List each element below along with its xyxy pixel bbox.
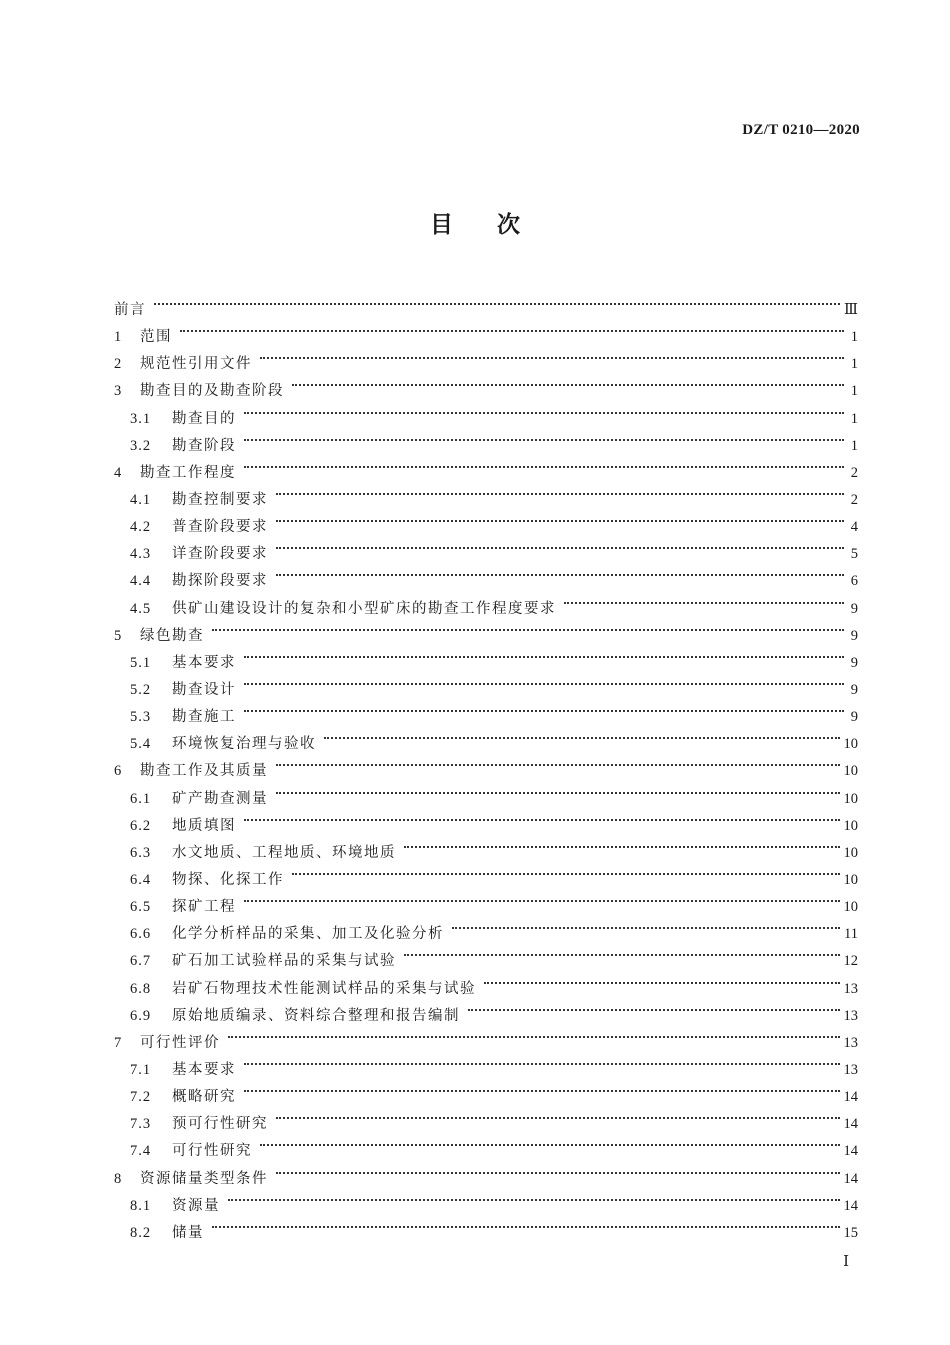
toc-entry-page: 13 xyxy=(843,1007,858,1024)
toc-entry-number: 6.6 xyxy=(130,926,152,943)
toc-entry-title: 可行性研究 xyxy=(172,1143,252,1160)
toc-dot-leader xyxy=(210,1210,844,1237)
toc-entry-number: 8 xyxy=(114,1170,123,1187)
toc-entry[interactable] xyxy=(114,314,858,346)
toc-entry[interactable] xyxy=(114,1183,858,1214)
toc-entry-title: 详查阶段要求 xyxy=(172,546,268,563)
toc-entry-number: 5.1 xyxy=(130,654,152,671)
toc-entry-page: 5 xyxy=(850,546,858,563)
toc-entry-page: 1 xyxy=(850,437,858,454)
toc-entry-page: 10 xyxy=(843,844,858,861)
toc-entry-number: 4.4 xyxy=(130,573,152,590)
toc-entry-title: 预可行性研究 xyxy=(172,1116,268,1133)
toc-dot-leader xyxy=(402,938,844,965)
toc-entry-title: 概略研究 xyxy=(172,1089,236,1106)
toc-entry-page: Ⅲ xyxy=(844,302,858,318)
toc-entry-page: 14 xyxy=(843,1197,858,1214)
toc-entry-number: 7.2 xyxy=(130,1089,152,1106)
toc-entry-title: 勘查工作程度 xyxy=(140,464,236,481)
toc-entry-number: 6 xyxy=(114,763,123,780)
toc-dot-leader xyxy=(258,1128,844,1155)
toc-entry-number: 7.1 xyxy=(130,1061,152,1078)
toc-entry-page: 2 xyxy=(850,491,858,508)
toc-entry-title: 资源储量类型条件 xyxy=(140,1170,268,1187)
toc-entry-title: 岩矿石物理技术性能测试样品的采集与试验 xyxy=(172,980,476,997)
toc-entry-title: 前言 xyxy=(114,302,146,318)
toc-entry-number: 2 xyxy=(114,356,123,373)
toc-entry-page: 10 xyxy=(843,790,858,807)
toc-dot-leader xyxy=(482,966,844,993)
toc-dot-leader xyxy=(274,504,848,531)
toc-entry-page: 12 xyxy=(843,953,858,970)
toc-entry-title: 物探、化探工作 xyxy=(172,871,284,888)
toc-entry-title: 范围 xyxy=(140,329,172,346)
toc-entry[interactable] xyxy=(114,1020,858,1051)
toc-dot-leader xyxy=(258,341,848,368)
toc-entry-page: 14 xyxy=(843,1170,858,1187)
toc-entry-title: 化学分析样品的采集、加工及化验分析 xyxy=(172,926,444,943)
toc-entry-page: 9 xyxy=(850,600,858,617)
toc-dot-leader xyxy=(226,1020,844,1047)
toc-dot-leader xyxy=(402,830,844,857)
toc-entry-number: 4.3 xyxy=(130,546,152,563)
toc-entry-number: 5.3 xyxy=(130,709,152,726)
toc-entry-number: 7 xyxy=(114,1034,123,1051)
toc-entry-title: 储量 xyxy=(172,1224,204,1241)
toc-dot-leader xyxy=(450,911,844,938)
toc-entry-number: 3.2 xyxy=(130,437,152,454)
toc-entry-number: 6.7 xyxy=(130,953,152,970)
toc-entry-page: 10 xyxy=(843,899,858,916)
toc-dot-leader xyxy=(274,776,844,803)
toc-dot-leader xyxy=(242,1047,844,1074)
toc-dot-leader xyxy=(274,531,848,558)
toc-dot-leader xyxy=(242,694,848,721)
toc-entry-title: 地质填图 xyxy=(172,817,236,834)
toc-entry-number: 1 xyxy=(114,329,123,346)
toc-entry-number: 8.2 xyxy=(130,1224,152,1241)
toc-entry-page: 10 xyxy=(843,736,858,753)
toc-entry-page: 9 xyxy=(850,709,858,726)
toc-entry-page: 11 xyxy=(844,926,858,943)
toc-entry-page: 9 xyxy=(850,681,858,698)
toc-entry-page: 4 xyxy=(850,519,858,536)
toc-entry-title: 环境恢复治理与验收 xyxy=(172,736,316,753)
toc-entry-page: 14 xyxy=(843,1089,858,1106)
toc-entry-page: 13 xyxy=(843,980,858,997)
toc-entry-number: 6.2 xyxy=(130,817,152,834)
toc-entry-page: 9 xyxy=(850,654,858,671)
toc-dot-leader xyxy=(226,1183,844,1210)
toc-entry-page: 6 xyxy=(850,573,858,590)
toc-entry-page: 1 xyxy=(850,383,858,400)
toc-entry-page: 2 xyxy=(850,464,858,481)
toc-entry-page: 9 xyxy=(850,627,858,644)
toc-entry-number: 7.3 xyxy=(130,1116,152,1133)
toc-dot-leader xyxy=(274,1156,844,1183)
toc-entry-number: 4.2 xyxy=(130,519,152,536)
toc-entry-number: 6.9 xyxy=(130,1007,152,1024)
toc-entry-number: 6.4 xyxy=(130,871,152,888)
toc-entry[interactable] xyxy=(114,341,858,373)
toc-dot-leader xyxy=(178,314,848,341)
toc-entry-number: 3.1 xyxy=(130,410,152,427)
toc-entry-title: 勘查目的及勘查阶段 xyxy=(140,383,284,400)
toc-entry-title: 勘查施工 xyxy=(172,709,236,726)
toc-entry-title: 勘查目的 xyxy=(172,410,236,427)
toc-entry[interactable] xyxy=(114,640,858,671)
toc-dot-leader xyxy=(242,667,848,694)
toc-dot-leader xyxy=(242,803,844,830)
toc-entry-page: 14 xyxy=(843,1143,858,1160)
toc-entry-title: 勘探阶段要求 xyxy=(172,573,268,590)
toc-entry-number: 6.3 xyxy=(130,844,152,861)
toc-entry-title: 勘查阶段 xyxy=(172,437,236,454)
toc-dot-leader xyxy=(274,1101,844,1128)
toc-dot-leader xyxy=(322,721,844,748)
page-number: Ⅰ xyxy=(843,1254,849,1270)
toc-dot-leader xyxy=(242,423,848,450)
toc-entry-number: 8.1 xyxy=(130,1197,152,1214)
toc-entry-title: 水文地质、工程地质、环境地质 xyxy=(172,844,396,861)
toc-entry-title: 普查阶段要求 xyxy=(172,519,268,536)
toc-entry[interactable] xyxy=(114,287,858,318)
toc-dot-leader xyxy=(274,748,844,775)
toc-entry-title: 矿产勘查测量 xyxy=(172,790,268,807)
toc-entry-number: 7.4 xyxy=(130,1143,152,1160)
toc-entry-title: 勘查设计 xyxy=(172,681,236,698)
toc-dot-leader xyxy=(274,477,848,504)
toc-entry-title: 规范性引用文件 xyxy=(140,356,252,373)
toc-entry-title: 绿色勘查 xyxy=(140,627,204,644)
toc-entry-page: 13 xyxy=(843,1034,858,1051)
table-of-contents xyxy=(114,287,858,1241)
toc-dot-leader xyxy=(152,287,844,314)
toc-entry-page: 10 xyxy=(843,763,858,780)
toc-dot-leader xyxy=(242,1074,844,1101)
toc-dot-leader xyxy=(242,640,848,667)
toc-dot-leader xyxy=(274,558,848,585)
toc-entry-number: 4 xyxy=(114,464,123,481)
toc-entry-title: 资源量 xyxy=(172,1197,220,1214)
toc-entry-number: 5.4 xyxy=(130,736,152,753)
toc-entry-page: 13 xyxy=(843,1061,858,1078)
toc-entry-number: 5 xyxy=(114,627,123,644)
toc-entry-title: 勘查工作及其质量 xyxy=(140,763,268,780)
toc-entry-page: 10 xyxy=(843,817,858,834)
toc-entry-number: 3 xyxy=(114,383,123,400)
toc-entry-number: 6.8 xyxy=(130,980,152,997)
toc-entry-page: 1 xyxy=(850,410,858,427)
toc-entry-title: 原始地质编录、资料综合整理和报告编制 xyxy=(172,1007,460,1024)
toc-entry-number: 6.1 xyxy=(130,790,152,807)
toc-entry-page: 15 xyxy=(843,1224,858,1241)
toc-dot-leader xyxy=(290,368,848,395)
toc-entry-page: 14 xyxy=(843,1116,858,1133)
toc-entry-title: 基本要求 xyxy=(172,1061,236,1078)
toc-entry-page: 1 xyxy=(850,329,858,346)
toc-dot-leader xyxy=(242,450,848,477)
toc-dot-leader xyxy=(210,613,848,640)
toc-entry-title: 矿石加工试验样品的采集与试验 xyxy=(172,953,396,970)
toc-entry-page: 10 xyxy=(843,871,858,888)
toc-entry-number: 6.5 xyxy=(130,899,152,916)
toc-entry-number: 4.5 xyxy=(130,600,152,617)
toc-entry-title: 基本要求 xyxy=(172,654,236,671)
toc-entry-page: 1 xyxy=(850,356,858,373)
toc-dot-leader xyxy=(242,884,844,911)
toc-entry-title: 供矿山建设设计的复杂和小型矿床的勘查工作程度要求 xyxy=(172,600,556,617)
toc-dot-leader xyxy=(242,396,848,423)
standard-code: DZ/T 0210—2020 xyxy=(742,122,860,138)
toc-entry-title: 探矿工程 xyxy=(172,899,236,916)
toc-dot-leader xyxy=(466,993,844,1020)
toc-entry[interactable] xyxy=(114,1210,858,1241)
toc-entry-number: 4.1 xyxy=(130,491,152,508)
toc-entry-number: 5.2 xyxy=(130,681,152,698)
page-title: 目次 xyxy=(430,212,564,238)
toc-dot-leader xyxy=(290,857,844,884)
toc-entry[interactable] xyxy=(114,613,858,644)
toc-entry-title: 可行性评价 xyxy=(140,1034,220,1051)
toc-dot-leader xyxy=(562,586,848,613)
toc-entry-title: 勘查控制要求 xyxy=(172,491,268,508)
